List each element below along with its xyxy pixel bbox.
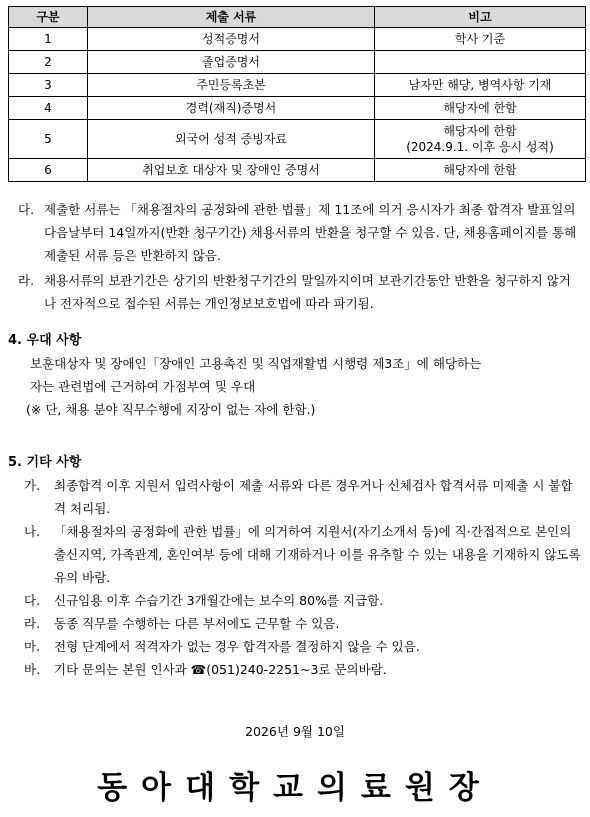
cell-no: 3	[9, 74, 88, 97]
cell-note: 학사 기준	[375, 28, 586, 51]
note-item	[8, 198, 582, 267]
column-header-doc: 제출 서류	[88, 7, 375, 28]
misc-text: 신규임용 이후 수습기간 3개월간에는 보수의 80%를 지급함.	[54, 593, 384, 608]
misc-item	[8, 658, 582, 681]
cell-no: 1	[9, 28, 88, 51]
section-note: (※ 단, 채용 분야 직무수행에 지장이 없는 자에 한함.)	[26, 402, 316, 417]
misc-marker: 라.	[24, 616, 41, 631]
table-row	[9, 74, 586, 97]
section-line: 보훈대상자 및 장애인「장애인 고용촉진 및 직업재활법 시행령 제3조」에 해당하는	[30, 356, 482, 371]
cell-doc: 취업보호 대상자 및 장애인 증명서	[88, 159, 375, 182]
note-item	[8, 269, 582, 315]
table-header-row	[9, 7, 586, 28]
misc-marker: 바.	[24, 662, 41, 677]
cell-note: 해당자에 한함	[375, 97, 586, 120]
misc-text: 기타 문의는 본원 인사과 ☎(051)240-2251~3로 문의바람.	[54, 662, 387, 677]
note-text: 채용서류의 보관기간은 상기의 반환청구기간의 말일까지이며 보관기간동안 반환을 청구하지 않거나 전자적으로 접수된 서류는 개인정보보호법에 따라 파기됨.	[44, 273, 571, 311]
table-row	[9, 51, 586, 74]
section-preference	[8, 330, 582, 421]
section-line: 자는 관련법에 근거하여 가점부여 및 우대	[30, 379, 256, 394]
cell-no: 4	[9, 97, 88, 120]
section-misc	[8, 452, 582, 681]
misc-marker: 다.	[24, 593, 41, 608]
misc-item	[8, 612, 582, 635]
note-marker: 다.	[18, 202, 35, 217]
cell-doc: 경력(재직)증명서	[88, 97, 375, 120]
cell-note: 해당자에 한함	[375, 159, 586, 182]
section-heading: 4. 우대 사항	[8, 333, 82, 348]
issuer-signature: 동아대학교의료원장	[97, 770, 493, 806]
cell-doc: 졸업증명서	[88, 51, 375, 74]
cell-no: 6	[9, 159, 88, 182]
misc-text: 동종 직무를 수행하는 다른 부서에도 근무할 수 있음.	[54, 616, 340, 631]
column-header-note: 비고	[375, 7, 586, 28]
misc-item	[8, 635, 582, 658]
cell-note	[375, 120, 586, 159]
note-marker: 라.	[18, 273, 35, 288]
document-notes	[8, 198, 582, 315]
misc-text: 전형 단계에서 적격자가 없는 경우 합격자를 결정하지 않을 수 있음.	[54, 639, 420, 654]
cell-note-line1: 해당자에 한함	[443, 124, 517, 138]
cell-note	[375, 51, 586, 74]
table-row	[9, 159, 586, 182]
misc-marker: 나.	[24, 524, 41, 539]
cell-doc: 주민등록초본	[88, 74, 375, 97]
column-header-no: 구분	[9, 7, 88, 28]
table-row	[9, 28, 586, 51]
table-row	[9, 120, 586, 159]
misc-item	[8, 589, 582, 612]
table-row	[9, 97, 586, 120]
cell-note-line2: (2024.9.1. 이후 응시 성적)	[406, 140, 554, 154]
cell-no: 2	[9, 51, 88, 74]
cell-doc: 외국어 성적 증빙자료	[88, 120, 375, 159]
misc-text: 「채용절차의 공정화에 관한 법률」에 의거하여 지원서(자기소개서 등)에 직·간접적으로 본인의 출신지역, 가족관계, 혼인여부 등에 대해 기재하거나 이를 유추할 수 있는 내용을 기재하지 않도록 유의 바람.	[54, 524, 581, 585]
section-heading: 5. 기타 사항	[8, 455, 82, 470]
cell-doc: 성적증명서	[88, 28, 375, 51]
note-text: 제출한 서류는 「채용절차의 공정화에 관한 법률」제 11조에 의거 응시자가 최종 합격자 발표일의 다음날부터 14일까지(반환 청구기간) 채용서류의 반환을 청구할 수 있음. 단, 채용홈페이지를 통해 제출된 서류 등은 반환하지 않음.	[44, 202, 577, 263]
document-date: 2026년 9월 10일	[245, 724, 345, 739]
misc-text: 최종합격 이후 지원서 입력사항이 제출 서류와 다른 경우거나 신체검사 합격서류 미제출 시 불합격 처리됨.	[54, 478, 573, 516]
misc-marker: 가.	[24, 478, 41, 493]
misc-item	[8, 520, 582, 589]
document-table	[8, 6, 586, 182]
misc-marker: 마.	[24, 639, 41, 654]
cell-note: 남자만 해당, 병역사항 기재	[375, 74, 586, 97]
misc-item	[8, 474, 582, 520]
cell-no: 5	[9, 120, 88, 159]
